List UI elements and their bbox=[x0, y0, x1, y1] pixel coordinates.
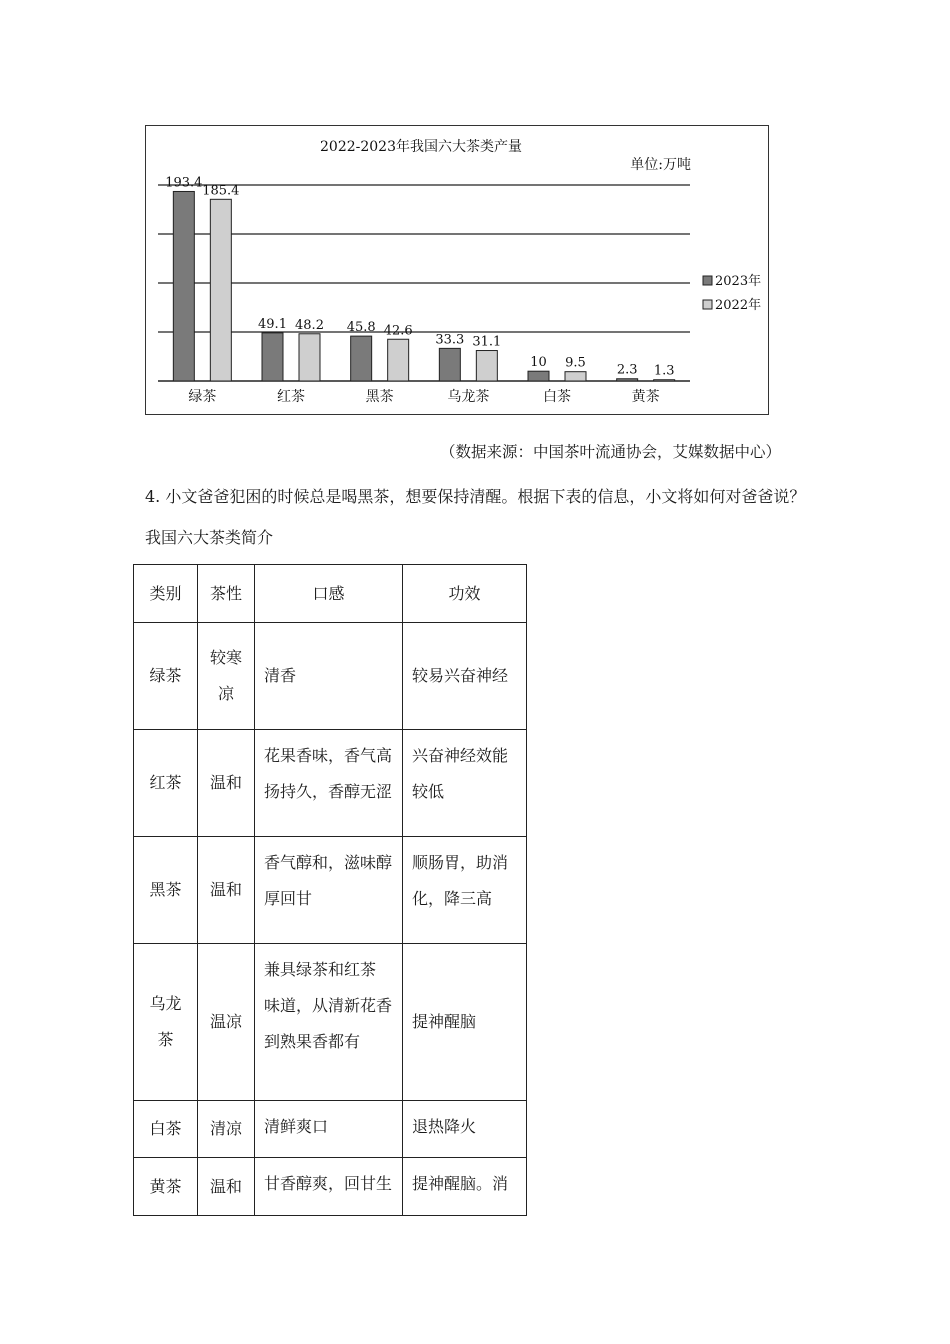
cell-nature: 温和 bbox=[198, 730, 255, 837]
cell-effect: 较易兴奋神经 bbox=[403, 623, 527, 730]
category-label: 白茶 bbox=[543, 389, 571, 405]
bar-data-label: 45.8 bbox=[346, 320, 376, 336]
table-row bbox=[134, 837, 527, 944]
cell-nature: 温和 bbox=[198, 1158, 255, 1216]
header-nature: 茶性 bbox=[198, 565, 255, 623]
bar bbox=[351, 336, 372, 381]
category-label: 黄茶 bbox=[631, 389, 660, 405]
legend-label: 2023年 bbox=[715, 274, 762, 289]
bar-data-label: 33.3 bbox=[435, 332, 465, 348]
bar bbox=[210, 199, 231, 381]
cell-type: 白茶 bbox=[134, 1101, 198, 1158]
cell-taste: 花果香味，香气高扬持久，香醇无涩 bbox=[255, 730, 403, 837]
chart-unit: 单位:万吨 bbox=[630, 157, 691, 173]
cell-nature: 温凉 bbox=[198, 944, 255, 1101]
cell-effect: 顺肠胃，助消化，降三高 bbox=[403, 837, 527, 944]
bar bbox=[476, 351, 497, 381]
cell-type: 乌龙茶 bbox=[134, 944, 198, 1101]
header-effect: 功效 bbox=[403, 565, 527, 623]
table-row bbox=[134, 730, 527, 837]
bar-data-label: 31.1 bbox=[472, 334, 502, 350]
cell-type: 绿茶 bbox=[134, 623, 198, 730]
cell-taste: 甘香醇爽，回甘生 bbox=[255, 1158, 403, 1216]
question-4: 4. 小文爸爸犯困的时候总是喝黑茶，想要保持清醒。根据下表的信息，小文将如何对爸爸说？ bbox=[145, 487, 806, 506]
cell-type: 红茶 bbox=[134, 730, 198, 837]
table-header-row bbox=[134, 565, 527, 623]
bar bbox=[565, 372, 586, 381]
bar-data-label: 10 bbox=[530, 355, 547, 371]
category-label: 红茶 bbox=[277, 389, 305, 405]
bar-chart bbox=[146, 126, 768, 414]
bar bbox=[262, 333, 283, 381]
bar bbox=[528, 371, 549, 381]
header-taste: 口感 bbox=[255, 565, 403, 623]
cell-taste: 清鲜爽口 bbox=[255, 1101, 403, 1158]
table-row bbox=[134, 1101, 527, 1158]
bar bbox=[617, 379, 638, 381]
cell-taste: 清香 bbox=[255, 623, 403, 730]
legend-swatch bbox=[703, 276, 712, 285]
bar bbox=[299, 334, 320, 381]
data-source-note: （数据来源：中国茶叶流通协会，艾媒数据中心） bbox=[440, 443, 782, 461]
cell-effect: 提神醒脑。消 bbox=[403, 1158, 527, 1216]
bar-data-label: 42.6 bbox=[383, 323, 413, 339]
category-label: 黑茶 bbox=[365, 389, 394, 405]
cell-type: 黑茶 bbox=[134, 837, 198, 944]
tea-table bbox=[133, 564, 527, 1216]
category-label: 绿茶 bbox=[188, 389, 217, 405]
table-row bbox=[134, 623, 527, 730]
bar bbox=[173, 191, 194, 381]
bar bbox=[388, 339, 409, 381]
table-row bbox=[134, 1158, 527, 1216]
cell-nature: 清凉 bbox=[198, 1101, 255, 1158]
category-label: 乌龙茶 bbox=[447, 389, 490, 405]
legend-swatch bbox=[703, 300, 712, 309]
cell-effect: 退热降火 bbox=[403, 1101, 527, 1158]
chart-title: 2022-2023年我国六大茶类产量 bbox=[320, 139, 522, 155]
bar-data-label: 9.5 bbox=[565, 355, 586, 371]
header-type: 类别 bbox=[134, 565, 198, 623]
cell-taste: 兼具绿茶和红茶 味道，从清新花香到熟果香都有 bbox=[255, 944, 403, 1101]
cell-nature: 温和 bbox=[198, 837, 255, 944]
cell-nature: 较寒凉 bbox=[198, 623, 255, 730]
bar-data-label: 49.1 bbox=[258, 316, 287, 332]
table-title: 我国六大茶类简介 bbox=[145, 528, 274, 547]
chart-frame bbox=[145, 125, 769, 415]
bar bbox=[439, 348, 460, 381]
cell-effect: 兴奋神经效能较低 bbox=[403, 730, 527, 837]
bar-data-label: 2.3 bbox=[616, 362, 638, 378]
bar-data-label: 193.4 bbox=[165, 175, 203, 191]
table-row bbox=[134, 944, 527, 1101]
cell-taste: 香气醇和，滋味醇厚回甘 bbox=[255, 837, 403, 944]
bar-data-label: 1.3 bbox=[653, 363, 675, 379]
bar-data-label: 48.2 bbox=[295, 317, 324, 333]
bar bbox=[654, 380, 675, 381]
cell-effect: 提神醒脑 bbox=[403, 944, 527, 1101]
bar-data-label: 185.4 bbox=[202, 183, 240, 199]
legend-label: 2022年 bbox=[715, 298, 762, 313]
cell-type: 黄茶 bbox=[134, 1158, 198, 1216]
